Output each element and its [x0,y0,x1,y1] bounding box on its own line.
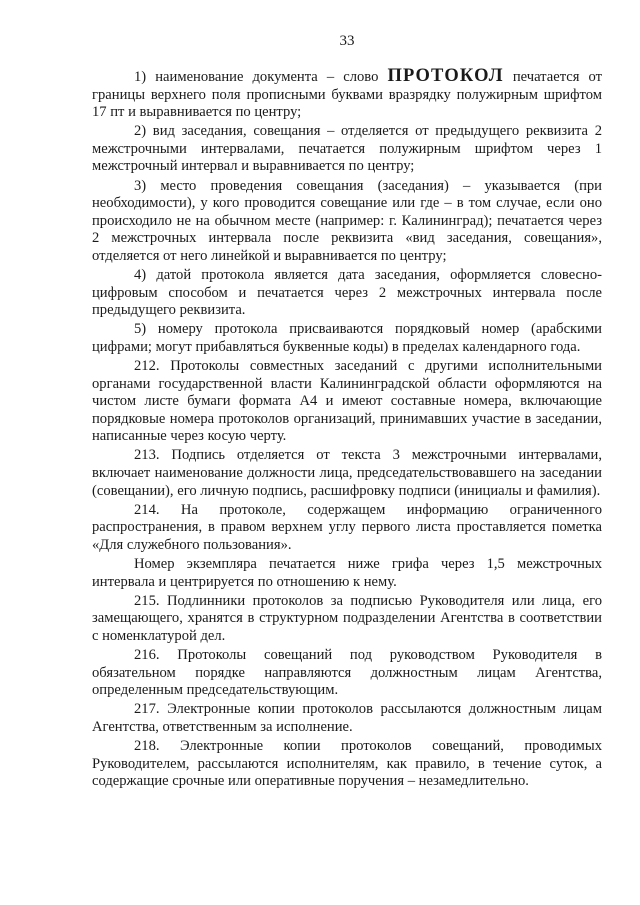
paragraph-item-2: 2) вид заседания, совещания – отделяется от предыдущего реквизита 2 межстрочными интервалами, печатается полужирным шрифтом через 1 межстрочный интервал и выравнивается по центру; [92,123,602,175]
paragraph-216: 216. Протоколы совещаний под руководством Руководителя в обязательном порядке направляются должностным лицам Агентства, определенным председательствующим. [92,647,602,699]
paragraph-217: 217. Электронные копии протоколов рассылаются должностным лицам Агентства, ответственным за исполнение. [92,701,602,735]
paragraph-215: 215. Подлинники протоколов за подписью Руководителя или лица, его замещающего, хранятся в структурном подразделении Агентства в соответствии с номенклатурой дел. [92,592,602,644]
paragraph-212: 212. Протоколы совместных заседаний с другими исполнительными органами государственной власти Калининградской области оформляются на чистом листе бумаги формата А4 и имеют составные номера, включающие порядковые номера протоколов организаций, принимавших участие в заседании, написанные через косую черту. [92,358,602,445]
paragraph-214-copy-number: Номер экземпляра печатается ниже грифа через 1,5 межстрочных интервала и центрируется по отношению к нему. [92,556,602,590]
page-number: 33 [339,33,355,49]
item-1-text-after: печатается от границы верхнего поля прописными буквами вразрядку полужирным шрифтом 17 пт и выравнивается по центру; [92,69,602,121]
paragraph-213: 213. Подпись отделяется от текста 3 межстрочными интервалами, включает наименование должности лица, председательствовавшего на заседании (совещании), его личную подпись, расшифровку подписи (инициалы и фамилия). [92,447,602,499]
paragraph-214: 214. На протоколе, содержащем информацию ограниченного распространения, в правом верхнем углу первого листа проставляется пометка «Для служебного пользования». [92,501,602,553]
paragraph-item-4: 4) датой протокола является дата заседания, оформляется словесно-цифровым способом и печатается через 2 межстрочных интервала после предыдущего реквизита. [92,267,602,319]
paragraph-item-5: 5) номеру протокола присваиваются порядковый номер (арабскими цифрами; могут прибавляться буквенные коды) в пределах календарного года. [92,321,602,355]
paragraph-item-1 [92,68,602,122]
item-1-text-before: 1) наименование документа – слово [134,69,388,85]
paragraph-item-3: 3) место проведения совещания (заседания) – указывается (при необходимости), у кого проводится совещание или где – в том случае, если оно происходило не на обычном месте (например: г. Калининград); печатается через 2 межстрочных интервала после реквизита «вид заседания, совещания», отделяется от него линейкой и выравнивается по центру; [92,177,602,264]
protocol-keyword: ПРОТОКОЛ [387,66,504,86]
paragraph-218: 218. Электронные копии протоколов совещаний, проводимых Руководителем, рассылаются исполнителям, как правило, в течение суток, а содержащие срочные или оперативные поручения – незамедлительно. [92,737,602,790]
